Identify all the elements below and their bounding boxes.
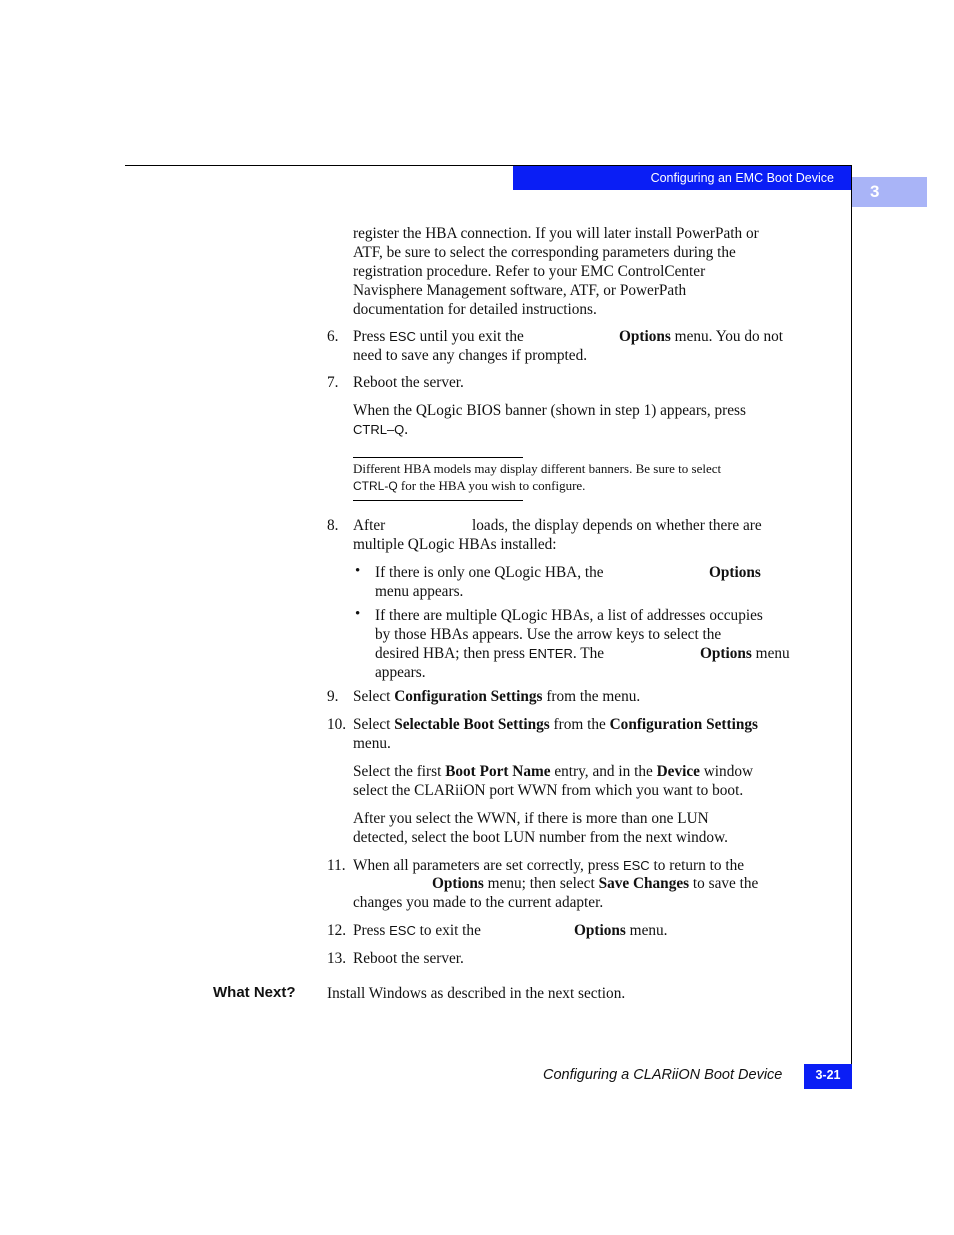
step-12-text: Press ESC to exit the <box>353 922 481 939</box>
bullet-1-menu-ref: Options <box>709 564 761 581</box>
text-line: documentation for detailed instructions. <box>353 301 597 318</box>
step-6-menu-ref: Options menu. You do not <box>619 328 784 345</box>
step-10-paragraph-3: After you select the WWN, if there is more than one LUN detected, select the boot LUN number from the next window. <box>353 810 728 846</box>
running-header: Configuring an EMC Boot Device <box>513 166 851 190</box>
key-esc: ESC <box>389 329 416 344</box>
text-line: register the HBA connection. If you will later install PowerPath or <box>353 225 759 242</box>
step-8-text-a: After <box>353 517 386 534</box>
text-line: ATF, be sure to select the corresponding parameters during the <box>353 244 736 261</box>
step-number: 12. <box>327 922 347 939</box>
step-8-text-b: loads, the display depends on whether there are <box>472 517 762 534</box>
text-line: Navisphere Management software, ATF, or PowerPath <box>353 282 687 299</box>
step-12-menu-ref: Options menu. <box>574 922 668 939</box>
bullet-2-menu-ref: Options menu <box>700 645 790 662</box>
bullet-marker: • <box>355 563 361 579</box>
bullet-1-text: If there is only one QLogic HBA, the <box>375 564 604 581</box>
step-number: 8. <box>327 517 339 534</box>
intro-paragraph <box>353 224 759 319</box>
step-7-text: Reboot the server. <box>353 374 464 391</box>
note: Different HBA models may display different banners. Be sure to select CTRL-Q for the HBA you wish to configure. <box>353 461 722 493</box>
step-11-line-2: Options menu; then select Save Changes to save the <box>432 875 759 892</box>
step-9-text: Select Configuration Settings from the menu. <box>353 688 641 705</box>
step-11-line-3: changes you made to the current adapter. <box>353 894 604 911</box>
step-7-paragraph: When the QLogic BIOS banner (shown in step 1) appears, press CTRL–Q. <box>353 402 746 438</box>
bullet-2-text: If there are multiple QLogic HBAs, a list of addresses occupies by those HBAs appears. Use the arrow keys to select the desired HBA; then press ENTER. The appears. <box>375 607 763 681</box>
key-enter: ENTER <box>528 646 573 661</box>
key-ctrl-q: CTRL–Q <box>353 422 405 437</box>
bullet-marker: • <box>355 606 361 622</box>
chapter-tab: 3 <box>852 177 927 207</box>
step-number: 9. <box>327 688 339 705</box>
key-esc: ESC <box>389 923 416 938</box>
step-10-paragraph-2: Select the first Boot Port Name entry, and in the Device window select the CLARiiON port WWN from which you want to boot. <box>353 763 754 799</box>
step-13-text: Reboot the server. <box>353 950 464 967</box>
text-line: registration procedure. Refer to your EMC ControlCenter <box>353 263 706 280</box>
page-number: 3-21 <box>804 1064 852 1089</box>
step-10-text: Select Selectable Boot Settings from the Configuration Settings menu. <box>353 716 758 752</box>
step-number: 11. <box>327 857 346 874</box>
step-6-text: Press ESC until you exit the <box>353 328 524 345</box>
bullet-1-line-2: menu appears. <box>375 583 464 600</box>
key-ctrl-q: CTRL-Q <box>353 479 398 493</box>
step-number: 7. <box>327 374 339 391</box>
what-next-text: Install Windows as described in the next section. <box>327 985 626 1002</box>
page-margin-rule <box>851 165 852 1089</box>
step-11-text: When all parameters are set correctly, press ESC to return to the <box>353 857 745 874</box>
step-number: 6. <box>327 328 339 345</box>
step-number: 13. <box>327 950 347 967</box>
what-next-heading: What Next? <box>213 984 296 1001</box>
step-6-line-2: need to save any changes if prompted. <box>353 347 588 364</box>
step-8-line-2: multiple QLogic HBAs installed: <box>353 536 557 553</box>
note-rule-bottom <box>353 500 523 501</box>
key-esc: ESC <box>622 858 650 873</box>
footer-title: Configuring a CLARiiON Boot Device <box>543 1067 783 1083</box>
step-number: 10. <box>327 716 347 733</box>
note-rule-top <box>353 457 523 458</box>
